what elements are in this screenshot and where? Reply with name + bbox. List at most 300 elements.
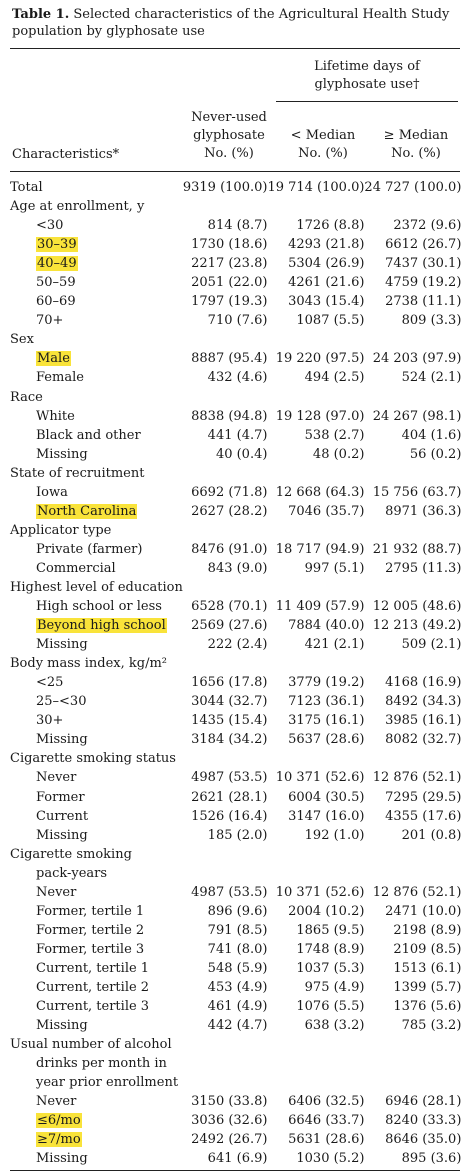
label-text: Missing	[36, 1151, 88, 1167]
cell-c2: 1726 (8.8)	[296, 218, 365, 234]
table-row	[10, 902, 465, 921]
group-header-line2: glyphosate use†	[314, 77, 420, 92]
cell-c2: 6406 (32.5)	[288, 1094, 365, 1110]
row-label	[10, 311, 183, 330]
cell-c1: 641 (6.9)	[207, 1151, 268, 1167]
row-label	[10, 959, 183, 978]
row-label	[10, 521, 183, 540]
row-label	[10, 197, 183, 216]
label-text: Age at enrollment, y	[10, 199, 145, 215]
cell-c2: 3147 (16.0)	[288, 808, 365, 824]
row-label	[10, 273, 183, 292]
cell-c3: 2795 (11.3)	[385, 560, 462, 576]
table-row	[10, 940, 465, 959]
cell-c1: 843 (9.0)	[207, 560, 268, 576]
header-rule	[10, 171, 460, 172]
cell-c3	[364, 388, 465, 407]
table-row	[10, 978, 465, 997]
cell-c3	[364, 1054, 465, 1073]
table-row	[10, 368, 465, 387]
label-text: Current, tertile 3	[36, 999, 150, 1015]
table-row	[10, 349, 465, 368]
label-text: Commercial	[36, 560, 116, 576]
cell-c1	[183, 330, 268, 349]
table-row	[10, 197, 465, 216]
cell-c1: 1526 (16.4)	[191, 808, 268, 824]
table-row	[10, 730, 465, 749]
label-text: Current, tertile 2	[36, 979, 150, 995]
row-label	[10, 1073, 183, 1092]
cell-c2: 494 (2.5)	[304, 370, 365, 386]
table-row	[10, 749, 465, 768]
group-header-line1: Lifetime days of	[314, 59, 420, 74]
cell-c1: 741 (8.0)	[207, 941, 268, 957]
cell-c1: 453 (4.9)	[207, 979, 268, 995]
cell-c2	[267, 197, 364, 216]
cell-c1: 1730 (18.6)	[191, 237, 268, 253]
cell-c2: 10 371 (52.6)	[275, 884, 365, 900]
cell-c3: 1513 (6.1)	[393, 960, 462, 976]
cell-c2: 5637 (28.6)	[288, 732, 365, 748]
table-row	[10, 807, 465, 826]
cell-c2: 638 (3.2)	[304, 1018, 365, 1034]
cell-c3: 8971 (36.3)	[385, 503, 462, 519]
table-row	[10, 1092, 465, 1111]
cell-c1: 8476 (91.0)	[191, 541, 268, 557]
cell-c3: 4168 (16.9)	[385, 675, 462, 691]
cell-c1: 4987 (53.5)	[191, 770, 268, 786]
cell-c1	[183, 864, 268, 883]
row-label	[10, 426, 183, 445]
cell-c3: 15 756 (63.7)	[372, 484, 462, 500]
row-label	[10, 1035, 183, 1054]
cell-c1	[183, 197, 268, 216]
col3-header-line2: No. (%)	[391, 146, 441, 161]
table-row	[10, 1130, 465, 1149]
cell-c2: 2004 (10.2)	[288, 903, 365, 919]
cell-c2: 10 371 (52.6)	[275, 770, 365, 786]
label-text: Sex	[10, 332, 34, 348]
cell-c2	[267, 749, 364, 768]
label-text: 50–59	[36, 275, 76, 291]
cell-c2	[267, 388, 364, 407]
cell-c2: 48 (0.2)	[312, 446, 365, 462]
label-text: Missing	[36, 1018, 88, 1034]
cell-c1	[183, 388, 268, 407]
cell-c1: 2217 (23.8)	[191, 256, 268, 272]
row-label	[10, 807, 183, 826]
cell-c2: 12 668 (64.3)	[275, 484, 365, 500]
cell-c1: 2569 (27.6)	[191, 618, 268, 634]
cell-c3	[364, 1035, 465, 1054]
label-text: White	[36, 408, 75, 424]
row-label	[10, 407, 183, 426]
cell-c1: 814 (8.7)	[207, 218, 268, 234]
cell-c3: 524 (2.1)	[401, 370, 462, 386]
cell-c3: 4355 (17.6)	[385, 808, 462, 824]
cell-c3	[364, 330, 465, 349]
group-header	[276, 58, 458, 94]
row-label	[10, 711, 183, 730]
label-text: Private (farmer)	[36, 541, 143, 557]
cell-c1	[183, 654, 268, 673]
cell-c3: 12 876 (52.1)	[372, 884, 462, 900]
highlighted-label: Male	[37, 351, 70, 367]
cell-c2	[267, 330, 364, 349]
cell-c2	[267, 1054, 364, 1073]
cell-c1	[183, 845, 268, 864]
row-label	[10, 902, 183, 921]
bottom-rule	[10, 1170, 460, 1171]
cell-c2	[267, 578, 364, 597]
cell-c3	[364, 1073, 465, 1092]
table-row	[10, 826, 465, 845]
label-text: Female	[36, 370, 84, 386]
row-label	[10, 730, 183, 749]
cell-c3: 24 203 (97.9)	[372, 351, 462, 367]
cell-c3: 4759 (19.2)	[385, 275, 462, 291]
row-label	[10, 540, 183, 559]
row-label	[10, 292, 183, 311]
table-row	[10, 235, 465, 254]
table-number: Table 1.	[12, 7, 70, 22]
label-text: Former	[36, 789, 85, 805]
cell-c1	[183, 749, 268, 768]
cell-c3	[364, 845, 465, 864]
cell-c3: 895 (3.6)	[401, 1151, 462, 1167]
row-label	[10, 1111, 183, 1130]
cell-c1: 1435 (15.4)	[191, 713, 268, 729]
cell-c2: 1076 (5.5)	[296, 999, 365, 1015]
cell-c1: 8838 (94.8)	[191, 408, 268, 424]
cell-c3: 24 727 (100.0)	[364, 180, 462, 196]
cell-c2: 538 (2.7)	[304, 427, 365, 443]
cell-c2: 5304 (26.9)	[288, 256, 365, 272]
table-caption	[12, 6, 462, 40]
cell-c3	[364, 749, 465, 768]
cell-c3: 3985 (16.1)	[385, 713, 462, 729]
cell-c1: 791 (8.5)	[207, 922, 268, 938]
cell-c2: 7046 (35.7)	[288, 503, 365, 519]
characteristics-header: Characteristics*	[12, 147, 120, 162]
table-row	[10, 1035, 465, 1054]
label-text: year prior enrollment	[36, 1075, 179, 1091]
row-label	[10, 673, 183, 692]
cell-c1	[183, 1035, 268, 1054]
table-row	[10, 216, 465, 235]
table-row	[10, 521, 465, 540]
cell-c2: 975 (4.9)	[304, 979, 365, 995]
cell-c2: 1030 (5.2)	[296, 1151, 365, 1167]
label-text: Former, tertile 3	[36, 941, 145, 957]
table-row	[10, 178, 465, 197]
cell-c1: 2051 (22.0)	[191, 275, 268, 291]
cell-c2: 19 714 (100.0)	[267, 180, 365, 196]
table-row	[10, 559, 465, 578]
cell-c2: 6004 (30.5)	[288, 789, 365, 805]
cell-c2: 1748 (8.9)	[296, 941, 365, 957]
label-text: 60–69	[36, 294, 76, 310]
row-label	[10, 178, 183, 197]
cell-c3: 2471 (10.0)	[385, 903, 462, 919]
col2-header-line2: No. (%)	[298, 146, 348, 161]
row-label	[10, 788, 183, 807]
row-label	[10, 616, 183, 635]
cell-c2: 1037 (5.3)	[296, 960, 365, 976]
cell-c1	[183, 578, 268, 597]
col-never-used-header	[186, 109, 272, 163]
cell-c3: 2109 (8.5)	[393, 941, 462, 957]
row-label	[10, 692, 183, 711]
label-text: State of recruitment	[10, 465, 145, 481]
cell-c1: 4987 (53.5)	[191, 884, 268, 900]
cell-c2: 421 (2.1)	[304, 637, 365, 653]
table-row	[10, 864, 465, 883]
cell-c1: 3184 (34.2)	[191, 732, 268, 748]
label-text: Body mass index, kg/m²	[10, 656, 167, 672]
cell-c2: 4293 (21.8)	[288, 237, 365, 253]
cell-c1: 548 (5.9)	[207, 960, 268, 976]
cell-c3	[364, 654, 465, 673]
cell-c3: 785 (3.2)	[401, 1018, 462, 1034]
cell-c1: 1656 (17.8)	[191, 675, 268, 691]
label-text: pack-years	[36, 865, 108, 881]
col-above-median-header	[370, 127, 462, 163]
table-row	[10, 254, 465, 273]
cell-c1: 710 (7.6)	[207, 313, 268, 329]
cell-c3: 12 876 (52.1)	[372, 770, 462, 786]
group-subrule	[276, 101, 458, 102]
cell-c1: 222 (2.4)	[207, 637, 268, 653]
cell-c1: 2627 (28.2)	[191, 503, 268, 519]
cell-c2: 5631 (28.6)	[288, 1132, 365, 1148]
label-text: High school or less	[36, 599, 162, 615]
cell-c2	[267, 845, 364, 864]
col1-header-line1: Never-used	[191, 110, 267, 125]
row-label	[10, 559, 183, 578]
label-text: Missing	[36, 446, 88, 462]
table-row	[10, 921, 465, 940]
highlighted-label: 40–49	[37, 256, 77, 272]
cell-c2: 6646 (33.7)	[288, 1113, 365, 1129]
cell-c3	[364, 578, 465, 597]
cell-c3: 509 (2.1)	[401, 637, 462, 653]
cell-c1	[183, 521, 268, 540]
label-text: Never	[36, 770, 77, 786]
col3-header-line1: ≥ Median	[383, 128, 449, 143]
cell-c3: 12 213 (49.2)	[372, 618, 462, 634]
table-row	[10, 1149, 465, 1168]
table-row	[10, 1016, 465, 1035]
cell-c1: 2492 (26.7)	[191, 1132, 268, 1148]
table-row	[10, 845, 465, 864]
cell-c3: 21 932 (88.7)	[372, 541, 462, 557]
table-row	[10, 445, 465, 464]
cell-c1	[183, 1073, 268, 1092]
label-text: Highest level of education	[10, 580, 183, 595]
row-label	[10, 330, 183, 349]
cell-c3: 8240 (33.3)	[385, 1113, 462, 1129]
cell-c2: 19 220 (97.5)	[275, 351, 365, 367]
row-label	[10, 1149, 183, 1168]
cell-c3: 1399 (5.7)	[393, 979, 462, 995]
row-label	[10, 940, 183, 959]
cell-c2: 4261 (21.6)	[288, 275, 365, 291]
cell-c2: 3175 (16.1)	[288, 713, 365, 729]
table-row	[10, 635, 465, 654]
cell-c2	[267, 1035, 364, 1054]
cell-c2: 18 717 (94.9)	[275, 541, 365, 557]
row-label	[10, 216, 183, 235]
row-label	[10, 388, 183, 407]
cell-c1: 185 (2.0)	[207, 827, 268, 843]
row-label	[10, 921, 183, 940]
label-text: Black and other	[36, 427, 141, 443]
cell-c3	[364, 864, 465, 883]
cell-c3: 7437 (30.1)	[385, 256, 462, 272]
label-text: Never	[36, 1094, 77, 1110]
label-text: Never	[36, 884, 77, 900]
row-label	[10, 826, 183, 845]
cell-c3: 2372 (9.6)	[393, 218, 462, 234]
table-row	[10, 273, 465, 292]
label-text: Missing	[36, 637, 88, 653]
row-label	[10, 883, 183, 902]
cell-c1: 8887 (95.4)	[191, 351, 268, 367]
table-row	[10, 311, 465, 330]
cell-c1: 896 (9.6)	[207, 903, 268, 919]
highlighted-label: ≤6/mo	[37, 1113, 81, 1129]
cell-c2: 1865 (9.5)	[296, 922, 365, 938]
table-row	[10, 464, 465, 483]
table-row	[10, 788, 465, 807]
row-label	[10, 1054, 183, 1073]
table-row	[10, 578, 465, 597]
row-label	[10, 997, 183, 1016]
label-text: 30+	[36, 713, 64, 729]
label-text: 25–<30	[36, 694, 87, 710]
table-row	[10, 673, 465, 692]
label-text: Current	[36, 808, 89, 824]
cell-c1: 442 (4.7)	[207, 1018, 268, 1034]
row-label	[10, 864, 183, 883]
cell-c3: 8492 (34.3)	[385, 694, 462, 710]
highlighted-label: ≥7/mo	[37, 1132, 81, 1148]
row-label	[10, 578, 183, 597]
cell-c3: 24 267 (98.1)	[372, 408, 462, 424]
row-label	[10, 368, 183, 387]
table-row	[10, 540, 465, 559]
cell-c1: 1797 (19.3)	[191, 294, 268, 310]
cell-c3: 8646 (35.0)	[385, 1132, 462, 1148]
table-row	[10, 1111, 465, 1130]
table-row	[10, 502, 465, 521]
table-row	[10, 426, 465, 445]
data-table	[10, 178, 465, 1168]
label-text: Iowa	[36, 484, 68, 500]
label-text: Race	[10, 389, 43, 405]
row-label	[10, 597, 183, 616]
table-row	[10, 654, 465, 673]
col1-header-line2: glyphosate	[193, 128, 265, 143]
label-text: Missing	[36, 827, 88, 843]
row-label	[10, 254, 183, 273]
cell-c2: 3779 (19.2)	[288, 675, 365, 691]
table-row	[10, 997, 465, 1016]
row-label	[10, 654, 183, 673]
cell-c2: 19 128 (97.0)	[275, 408, 365, 424]
row-label	[10, 1016, 183, 1035]
cell-c3: 809 (3.3)	[401, 313, 462, 329]
label-text: Current, tertile 1	[36, 960, 150, 976]
label-text: Usual number of alcohol	[10, 1037, 172, 1053]
row-label	[10, 235, 183, 254]
cell-c2: 997 (5.1)	[304, 560, 365, 576]
label-text: <25	[36, 675, 64, 691]
cell-c2: 1087 (5.5)	[296, 313, 365, 329]
label-text: Missing	[36, 732, 88, 748]
cell-c3	[364, 464, 465, 483]
row-label	[10, 1092, 183, 1111]
row-label	[10, 445, 183, 464]
cell-c3: 2738 (11.1)	[385, 294, 462, 310]
cell-c1	[183, 1054, 268, 1073]
table-row	[10, 292, 465, 311]
table-row	[10, 711, 465, 730]
row-label	[10, 635, 183, 654]
cell-c3: 7295 (29.5)	[385, 789, 462, 805]
cell-c1: 6692 (71.8)	[191, 484, 268, 500]
table-row	[10, 407, 465, 426]
table-row	[10, 959, 465, 978]
highlighted-label: Beyond high school	[37, 618, 166, 634]
cell-c2	[267, 1073, 364, 1092]
cell-c3: 6612 (26.7)	[385, 237, 462, 253]
label-text: Cigarette smoking	[10, 846, 132, 862]
top-rule	[10, 48, 460, 49]
cell-c3: 6946 (28.1)	[385, 1094, 462, 1110]
label-text: Former, tertile 2	[36, 922, 145, 938]
col1-header-line3: No. (%)	[204, 146, 254, 161]
label-text: Applicator type	[10, 522, 112, 538]
table-row	[10, 883, 465, 902]
cell-c2	[267, 464, 364, 483]
cell-c3	[364, 521, 465, 540]
table-row	[10, 388, 465, 407]
cell-c3: 8082 (32.7)	[385, 732, 462, 748]
cell-c1: 3150 (33.8)	[191, 1094, 268, 1110]
label-text: drinks per month in	[36, 1056, 167, 1072]
col2-header-line1: < Median	[290, 128, 356, 143]
row-label	[10, 845, 183, 864]
row-label	[10, 749, 183, 768]
row-label	[10, 349, 183, 368]
table-row	[10, 616, 465, 635]
cell-c3	[364, 197, 465, 216]
cell-c1: 461 (4.9)	[207, 999, 268, 1015]
cell-c1: 432 (4.6)	[207, 370, 268, 386]
row-label	[10, 483, 183, 502]
label-text: Cigarette smoking status	[10, 751, 176, 767]
table-row	[10, 483, 465, 502]
cell-c2: 3043 (15.4)	[288, 294, 365, 310]
label-text: <30	[36, 218, 64, 234]
label-text: Former, tertile 1	[36, 903, 145, 919]
cell-c1: 2621 (28.1)	[191, 789, 268, 805]
cell-c2: 11 409 (57.9)	[275, 599, 365, 615]
cell-c1: 9319 (100.0)	[182, 180, 268, 196]
cell-c1: 6528 (70.1)	[191, 599, 268, 615]
